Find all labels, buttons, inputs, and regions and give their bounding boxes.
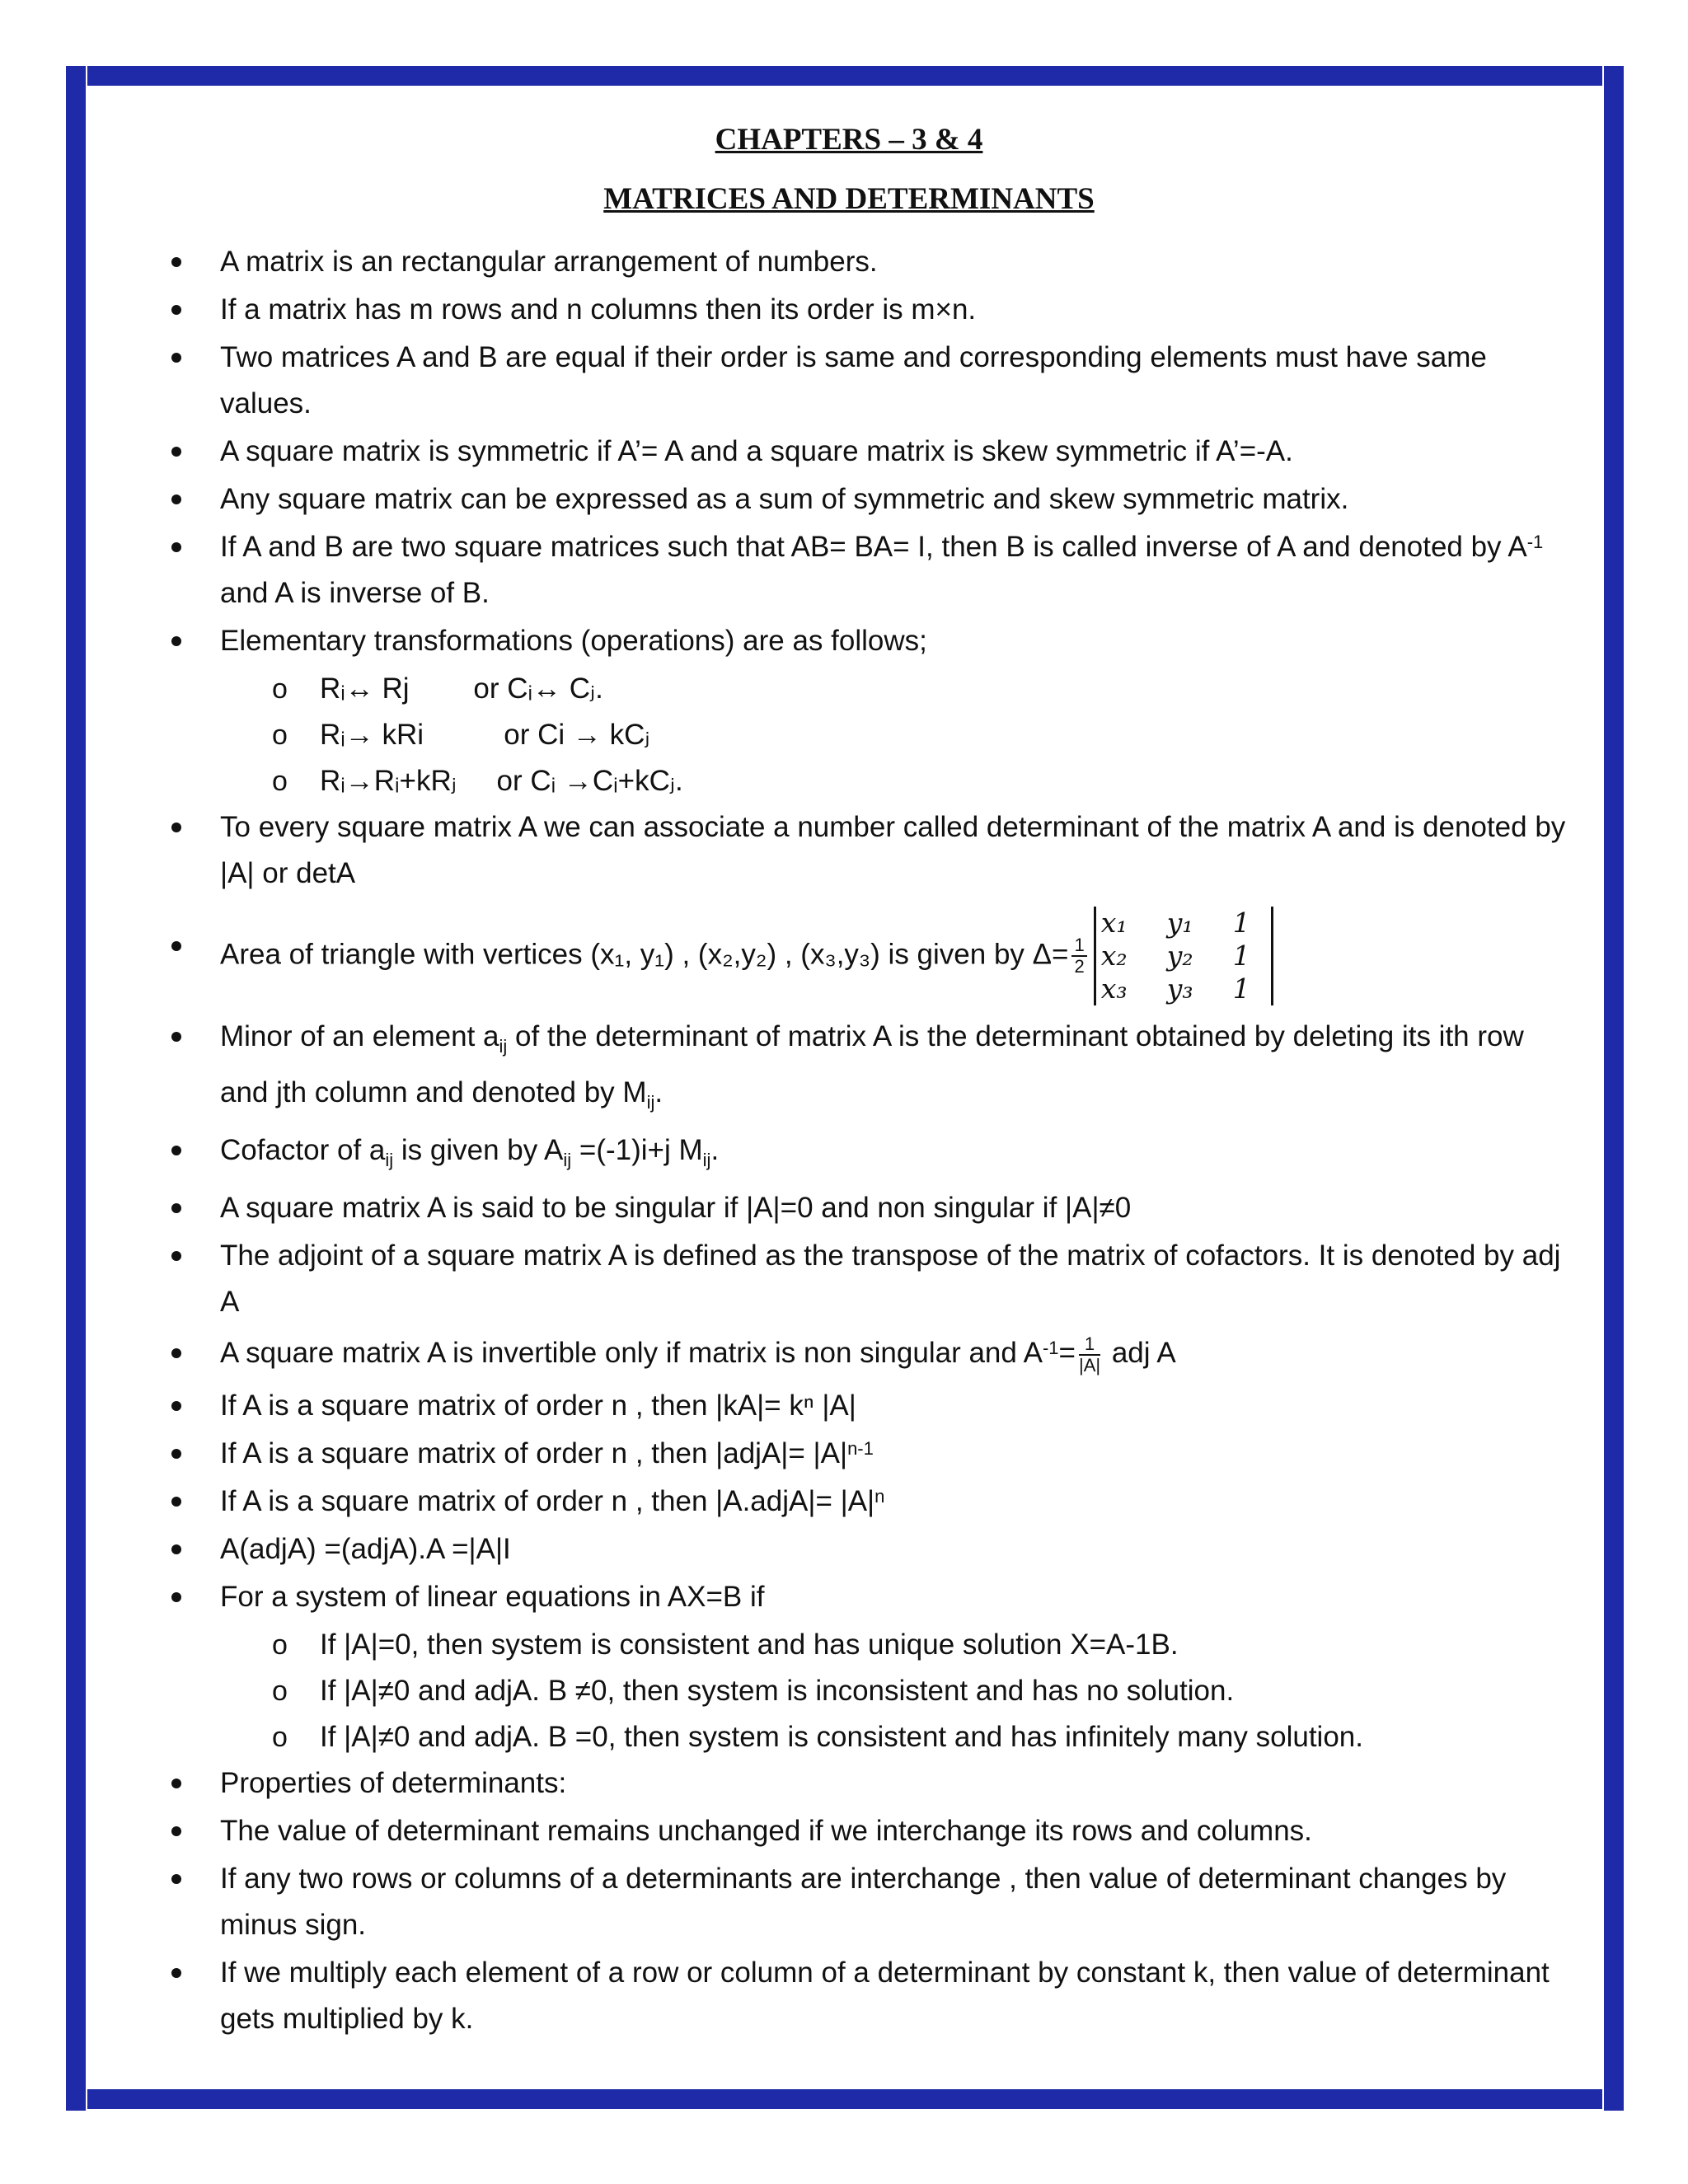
bullet-icon (171, 305, 181, 315)
system-case: o If |A|≠0 and adjA. B ≠0, then system is inconsistent and has no solution. (165, 1668, 1566, 1714)
minor-definition: Minor of an element $a_{ij}$ of the determinant of matrix A is the determinant obtained by deleting its ith row and jth column and denoted by $M_{ij}$. (165, 1014, 1566, 1126)
list-item: If A is a square matrix of order n , then |A.adjA|= $|A|^n$ (165, 1479, 1566, 1525)
sub-bullet-icon: o (272, 766, 288, 797)
bullet-icon (171, 1032, 181, 1042)
bullet-icon (171, 1968, 181, 1978)
bullet-icon (171, 1146, 181, 1155)
area-formula: Area of triangle with vertices (x₁, y₁) , (x₂,y₂) , (x₃,y₃) is given by Δ= $\frac{1}{2}$ x₁ y₁ 1 x₂ y₂ 1 x₃ y₃ 1 (165, 898, 1566, 1012)
sub-bullet-icon: o (272, 719, 288, 751)
bullet-icon (171, 1592, 181, 1602)
bullet-icon (171, 1779, 181, 1788)
bullet-icon (171, 353, 181, 363)
list-item: If any two rows or columns of a determinants are interchange , then value of determinant changes by minus sign. (165, 1856, 1566, 1948)
cofactor-definition: Cofactor of $a_{ij}$ is given by $A_{ij} =(-1)i+j$ $M_{ij}$. (165, 1127, 1566, 1183)
sub-bullet-icon: o (272, 1675, 288, 1707)
list-item: The adjoint of a square matrix A is defined as the transpose of the matrix of cofactors. It is denoted by adj A (165, 1233, 1566, 1325)
vertex-determinant: x₁ y₁ 1 x₂ y₂ 1 x₃ y₃ 1 (1094, 907, 1273, 1005)
list-item: A(adjA) =(adjA).A =|A|I (165, 1526, 1566, 1572)
system-case: o If |A|≠0 and adjA. B =0, then system is consistent and has infinitely many solution. (165, 1714, 1566, 1760)
list-item: If a matrix has m rows and n columns then its order is m×n. (165, 287, 1566, 333)
list-item: A square matrix A is said to be singular if |A|=0 and non singular if |A|≠0 (165, 1185, 1566, 1231)
elementary-op: o Rᵢ→ kRi or Ci → kCⱼ (165, 712, 1566, 758)
list-item: If we multiply each element of a row or column of a determinant by constant k, then value of determinant gets multiplied by k. (165, 1950, 1566, 2042)
bullet-icon (171, 257, 181, 267)
elementary-op: o Rᵢ→Rᵢ+kRⱼ or Cᵢ →Cᵢ+kCⱼ. (165, 758, 1566, 804)
list-item: Properties of determinants: (165, 1760, 1566, 1807)
list-item: To every square matrix A we can associate a number called determinant of the matrix A and is denoted by |A| or detA (165, 804, 1566, 897)
bullet-icon (171, 447, 181, 457)
half-fraction: $\frac{1}{2}$ (1071, 935, 1086, 977)
list-item: A matrix is an rectangular arrangement of numbers. (165, 239, 1566, 285)
chapter-title: CHAPTERS – 3 & 4 (715, 123, 983, 157)
bullet-icon (171, 542, 181, 552)
list-item: Elementary transformations (operations) are as follows; (165, 618, 1566, 664)
bullet-icon (171, 1348, 181, 1358)
bullet-icon (171, 1401, 181, 1411)
topic-title: MATRICES AND DETERMINANTS (603, 182, 1095, 216)
page-border-bottom (66, 2089, 1624, 2111)
sub-bullet-icon: o (272, 1722, 288, 1753)
elementary-op: o Rᵢ↔ Rj or Cᵢ↔ Cⱼ. (165, 666, 1566, 712)
sub-bullet-icon: o (272, 1629, 288, 1661)
bullet-icon (171, 1203, 181, 1213)
list-item: For a system of linear equations in AX=B if (165, 1574, 1566, 1620)
list-item: If A is a square matrix of order n , then |adjA|= $|A|^{n-1}$ (165, 1431, 1566, 1477)
bullet-icon (171, 636, 181, 646)
list-item: Two matrices A and B are equal if their order is same and corresponding elements must have same values. (165, 335, 1566, 427)
invertible-definition: A square matrix A is invertible only if matrix is non singular and $A^{-1}=$ $\frac{1}{|A|}$ adj A (165, 1327, 1566, 1381)
page-border-left (66, 66, 87, 2111)
page-border-right (1602, 66, 1624, 2111)
inverse-definition: If A and B are two square matrices such that AB= BA= I, then B is called inverse of A and denoted by $A^{-1}$ and A is inverse of B. (165, 524, 1566, 616)
sub-bullet-icon: o (272, 673, 288, 705)
bullet-icon (171, 1826, 181, 1836)
list-item: If A is a square matrix of order n , then |kA|= kⁿ |A| (165, 1383, 1566, 1429)
system-case: o If |A|=0, then system is consistent and has unique solution X=A-1B. (165, 1622, 1566, 1668)
bullet-icon (171, 1497, 181, 1507)
bullet-icon (171, 1544, 181, 1554)
inverse-fraction: $\frac{1}{|A|}$ (1079, 1333, 1101, 1376)
bullet-icon (171, 494, 181, 504)
bullet-icon (171, 1874, 181, 1884)
list-item: The value of determinant remains unchanged if we interchange its rows and columns. (165, 1808, 1566, 1854)
bullet-icon (171, 823, 181, 832)
notes-list (165, 239, 1566, 2044)
bullet-icon (171, 1449, 181, 1459)
page-border-top (66, 66, 1624, 87)
list-item: Any square matrix can be expressed as a sum of symmetric and skew symmetric matrix. (165, 476, 1566, 523)
list-item: A square matrix is symmetric if A’= A and a square matrix is skew symmetric if A’=-A. (165, 429, 1566, 475)
bullet-icon (171, 1251, 181, 1261)
bullet-icon (171, 941, 181, 951)
